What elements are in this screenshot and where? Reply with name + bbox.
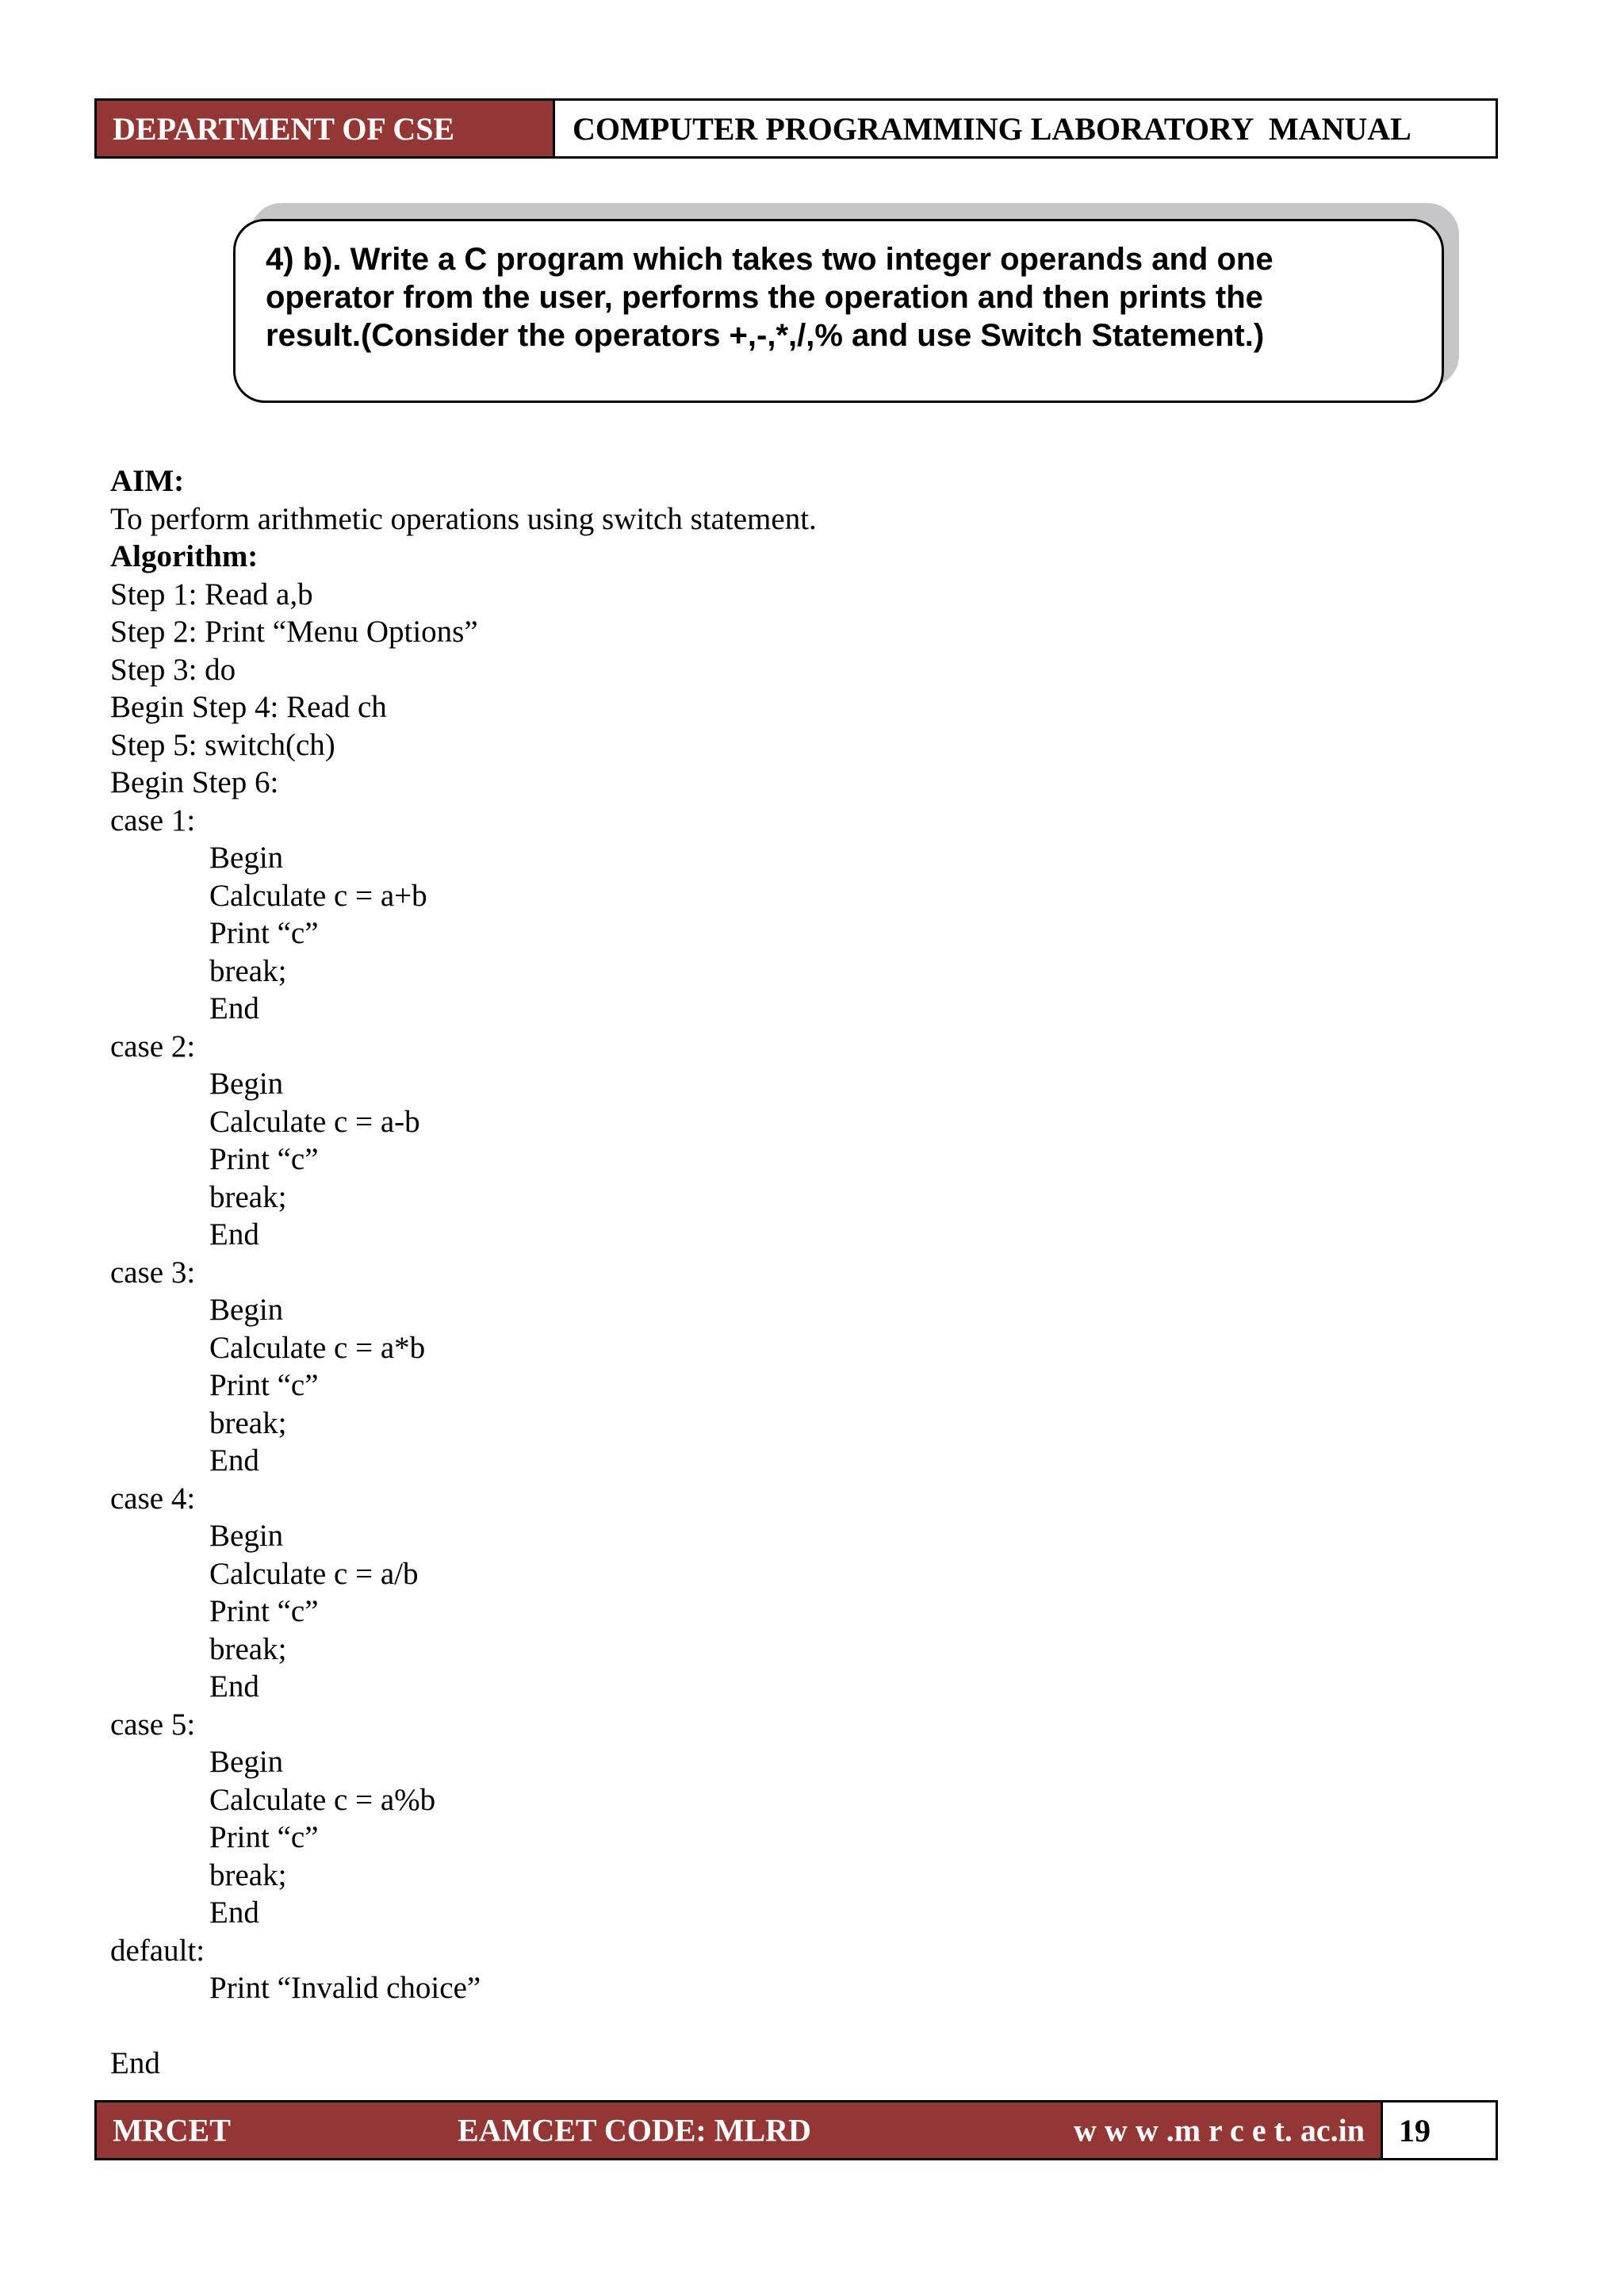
case-line: Begin (209, 841, 284, 875)
case-line: Calculate c = a-b (209, 1104, 420, 1139)
case-line: Calculate c = a%b (209, 1782, 436, 1817)
case-line: break; (209, 1405, 287, 1440)
case-line: End (209, 1443, 259, 1478)
footer-bar (97, 2102, 1381, 2158)
case-line: Print “c” (209, 1142, 319, 1176)
page-header (94, 98, 1498, 159)
case-line: End (209, 991, 259, 1025)
case-line: break; (209, 1631, 287, 1666)
default-label: default: (110, 1933, 205, 1968)
case-line: Print “c” (209, 1594, 319, 1628)
department-label: DEPARTMENT OF CSE (97, 101, 553, 156)
algorithm-end: End (110, 2046, 160, 2080)
aim-heading: AIM: (110, 464, 185, 498)
case-line: Print “c” (209, 1368, 319, 1402)
eamcet-code: EAMCET CODE: MLRD (458, 2112, 811, 2148)
algorithm-step: Step 5: switch(ch) (110, 727, 335, 762)
question-line-2: operator from the user, performs the operation and then prints the (266, 280, 1263, 315)
case-line: Begin (209, 1519, 284, 1553)
algorithm-step: Begin Step 6: (110, 765, 279, 799)
case-line: Begin (209, 1067, 284, 1101)
case-label: case 5: (110, 1707, 196, 1742)
question-line-1: 4) b). Write a C program which takes two integer operands and one (266, 242, 1274, 277)
document-body (110, 462, 1458, 2083)
case-line: Calculate c = a/b (209, 1556, 419, 1591)
website-link[interactable]: w w w .m r c e t. ac.in (1074, 2112, 1365, 2148)
case-label: case 3: (110, 1255, 196, 1290)
question-box (233, 219, 1444, 403)
spacer (110, 2007, 1458, 2045)
case-line: End (209, 1669, 259, 1704)
aim-text: To perform arithmetic operations using switch statement. (110, 501, 817, 536)
case-label: case 2: (110, 1029, 196, 1064)
case-line: Begin (209, 1293, 284, 1327)
case-label: case 4: (110, 1481, 196, 1516)
default-line: Print “Invalid choice” (209, 1971, 481, 2005)
case-line: Calculate c = a*b (209, 1330, 426, 1365)
case-line: Begin (209, 1745, 284, 1779)
algorithm-step: Step 2: Print “Menu Options” (110, 615, 478, 649)
case-line: break; (209, 1857, 287, 1892)
case-line: Print “c” (209, 1820, 319, 1854)
case-line: break; (209, 1179, 287, 1214)
case-line: break; (209, 953, 287, 988)
algorithm-step: Begin Step 4: Read ch (110, 690, 387, 724)
algorithm-step: Step 3: do (110, 652, 236, 687)
college-name: MRCET (113, 2112, 231, 2148)
case-line: Calculate c = a+b (209, 878, 427, 913)
case-line: End (209, 1217, 259, 1251)
question-line-3: result.(Consider the operators +,-,*,/,% and use Switch Statement.) (266, 318, 1265, 353)
manual-title: COMPUTER PROGRAMMING LABORATORY MANUAL (553, 101, 1496, 156)
case-line: Print “c” (209, 916, 319, 950)
algorithm-heading: Algorithm: (110, 539, 259, 573)
page-number: 19 (1381, 2102, 1496, 2158)
case-label: case 1: (110, 803, 196, 838)
page-footer (94, 2100, 1498, 2160)
case-line: End (209, 1895, 259, 1930)
algorithm-step: Step 1: Read a,b (110, 577, 313, 611)
